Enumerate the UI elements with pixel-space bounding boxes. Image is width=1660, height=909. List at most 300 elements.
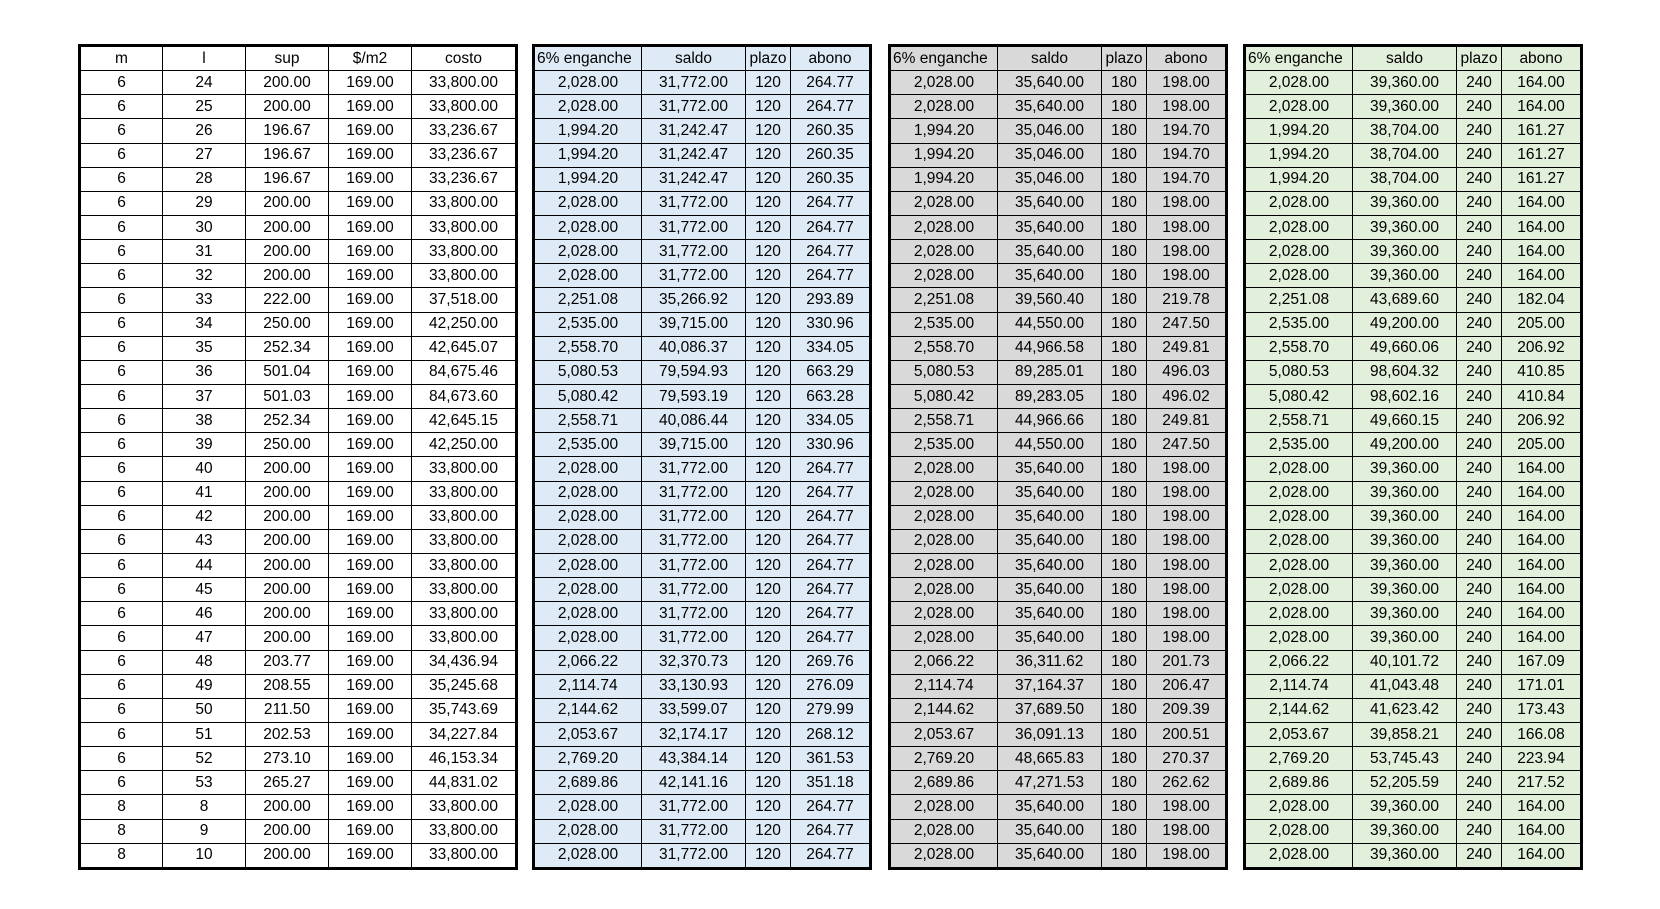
cell-enganche: 1,994.20 (890, 167, 998, 191)
table-row (1245, 747, 1582, 771)
table-row (534, 722, 871, 746)
cell-enganche: 5,080.53 (890, 360, 998, 384)
cell-enganche: 1,994.20 (534, 119, 642, 143)
table-row (534, 143, 871, 167)
cell-saldo: 40,086.37 (642, 336, 746, 360)
cell-enganche: 1,994.20 (890, 143, 998, 167)
cell-abono: 198.00 (1147, 578, 1227, 602)
cell-l: 26 (163, 119, 246, 143)
cell-sup: 200.00 (246, 578, 329, 602)
cell-abono: 330.96 (791, 433, 871, 457)
table-row (534, 215, 871, 239)
cell-saldo: 31,772.00 (642, 819, 746, 843)
cell-abono: 270.37 (1147, 747, 1227, 771)
cell-enganche: 2,066.22 (1245, 650, 1353, 674)
cell-saldo: 39,360.00 (1353, 191, 1457, 215)
cell-abono: 410.85 (1502, 360, 1582, 384)
cell-l: 29 (163, 191, 246, 215)
cell-costo: 33,800.00 (412, 819, 517, 843)
table-row (1245, 95, 1582, 119)
cell-sup: 200.00 (246, 602, 329, 626)
cell-abono: 200.51 (1147, 722, 1227, 746)
cell-costo: 33,800.00 (412, 626, 517, 650)
cell-abono: 264.77 (791, 264, 871, 288)
cell-costo: 33,800.00 (412, 95, 517, 119)
cell-costo: 33,800.00 (412, 215, 517, 239)
cell-abono: 264.77 (791, 95, 871, 119)
table-row (534, 264, 871, 288)
cell-saldo: 39,360.00 (1353, 215, 1457, 239)
cell-plazo: 120 (746, 795, 791, 819)
cell-saldo: 35,640.00 (998, 843, 1102, 868)
cell-saldo: 31,242.47 (642, 167, 746, 191)
table-row (1245, 819, 1582, 843)
table-row (890, 602, 1227, 626)
cell-m: 6 (80, 529, 163, 553)
cell-costo: 33,800.00 (412, 529, 517, 553)
cell-price-per-m2: 169.00 (329, 240, 412, 264)
cell-enganche: 2,028.00 (890, 529, 998, 553)
table-row (890, 95, 1227, 119)
table-row (1245, 481, 1582, 505)
cell-plazo: 180 (1102, 771, 1147, 795)
table-row (890, 191, 1227, 215)
cell-saldo: 35,640.00 (998, 602, 1102, 626)
cell-sup: 222.00 (246, 288, 329, 312)
cell-abono: 496.02 (1147, 384, 1227, 408)
cell-enganche: 2,028.00 (534, 529, 642, 553)
cell-saldo: 31,772.00 (642, 578, 746, 602)
cell-abono: 161.27 (1502, 167, 1582, 191)
cell-abono: 164.00 (1502, 602, 1582, 626)
cell-saldo: 39,360.00 (1353, 843, 1457, 868)
cell-enganche: 2,535.00 (890, 433, 998, 457)
cell-price-per-m2: 169.00 (329, 312, 412, 336)
table-row (534, 384, 871, 408)
cell-abono: 161.27 (1502, 119, 1582, 143)
cell-saldo: 31,772.00 (642, 602, 746, 626)
table-row (534, 71, 871, 95)
cell-enganche: 2,066.22 (534, 650, 642, 674)
cell-saldo: 35,640.00 (998, 578, 1102, 602)
cell-price-per-m2: 169.00 (329, 578, 412, 602)
header-m: m (80, 46, 163, 71)
cell-m: 6 (80, 143, 163, 167)
cell-saldo: 35,640.00 (998, 505, 1102, 529)
cell-enganche: 2,028.00 (1245, 529, 1353, 553)
cell-l: 52 (163, 747, 246, 771)
table-row (1245, 505, 1582, 529)
cell-plazo: 120 (746, 360, 791, 384)
lots-header-row (80, 46, 517, 71)
cell-price-per-m2: 169.00 (329, 819, 412, 843)
cell-enganche: 2,114.74 (534, 674, 642, 698)
cell-enganche: 2,144.62 (1245, 698, 1353, 722)
cell-saldo: 35,640.00 (998, 626, 1102, 650)
cell-price-per-m2: 169.00 (329, 360, 412, 384)
cell-saldo: 31,772.00 (642, 71, 746, 95)
cell-enganche: 2,053.67 (1245, 722, 1353, 746)
cell-price-per-m2: 169.00 (329, 843, 412, 868)
cell-costo: 84,675.46 (412, 360, 517, 384)
cell-saldo: 39,360.00 (1353, 505, 1457, 529)
cell-saldo: 40,101.72 (1353, 650, 1457, 674)
cell-plazo: 240 (1457, 553, 1502, 577)
cell-abono: 167.09 (1502, 650, 1582, 674)
cell-saldo: 39,360.00 (1353, 626, 1457, 650)
cell-enganche: 2,251.08 (534, 288, 642, 312)
cell-abono: 264.77 (791, 602, 871, 626)
table-row (1245, 360, 1582, 384)
table-row (80, 288, 517, 312)
table-row (890, 505, 1227, 529)
table-row (80, 795, 517, 819)
cell-saldo: 31,772.00 (642, 215, 746, 239)
cell-costo: 42,250.00 (412, 433, 517, 457)
cell-enganche: 2,028.00 (534, 191, 642, 215)
cell-costo: 33,236.67 (412, 119, 517, 143)
cell-abono: 206.47 (1147, 674, 1227, 698)
cell-saldo: 39,858.21 (1353, 722, 1457, 746)
table-row (534, 553, 871, 577)
cell-l: 35 (163, 336, 246, 360)
cell-abono: 161.27 (1502, 143, 1582, 167)
table-row (890, 336, 1227, 360)
cell-enganche: 2,558.71 (1245, 409, 1353, 433)
cell-saldo: 39,715.00 (642, 433, 746, 457)
table-row (534, 433, 871, 457)
table-row (80, 553, 517, 577)
cell-m: 6 (80, 288, 163, 312)
table-row (890, 843, 1227, 868)
cell-plazo: 180 (1102, 143, 1147, 167)
cell-sup: 211.50 (246, 698, 329, 722)
table-row (1245, 336, 1582, 360)
cell-costo: 42,250.00 (412, 312, 517, 336)
table-row (534, 191, 871, 215)
cell-abono: 247.50 (1147, 433, 1227, 457)
cell-plazo: 180 (1102, 71, 1147, 95)
cell-plazo: 120 (746, 722, 791, 746)
table-row (890, 215, 1227, 239)
table-row (80, 264, 517, 288)
cell-saldo: 44,966.66 (998, 409, 1102, 433)
cell-abono: 164.00 (1502, 553, 1582, 577)
table-row (80, 698, 517, 722)
cell-l: 30 (163, 215, 246, 239)
cell-plazo: 240 (1457, 602, 1502, 626)
cell-sup: 196.67 (246, 119, 329, 143)
cell-enganche: 2,535.00 (890, 312, 998, 336)
cell-abono: 264.77 (791, 457, 871, 481)
table-row (534, 578, 871, 602)
cell-plazo: 120 (746, 747, 791, 771)
cell-abono: 164.00 (1502, 457, 1582, 481)
cell-abono: 205.00 (1502, 433, 1582, 457)
cell-enganche: 2,028.00 (890, 215, 998, 239)
cell-enganche: 2,535.00 (534, 312, 642, 336)
cell-abono: 173.43 (1502, 698, 1582, 722)
cell-plazo: 240 (1457, 384, 1502, 408)
cell-m: 6 (80, 384, 163, 408)
cell-abono: 264.77 (791, 578, 871, 602)
table-row (890, 457, 1227, 481)
table-row (890, 360, 1227, 384)
cell-saldo: 31,772.00 (642, 191, 746, 215)
cell-enganche: 2,144.62 (534, 698, 642, 722)
cell-abono: 166.08 (1502, 722, 1582, 746)
cell-m: 6 (80, 747, 163, 771)
table-row (890, 529, 1227, 553)
cell-abono: 264.77 (791, 795, 871, 819)
cell-enganche: 2,028.00 (1245, 95, 1353, 119)
cell-plazo: 240 (1457, 360, 1502, 384)
cell-saldo: 39,360.00 (1353, 95, 1457, 119)
table-row (890, 119, 1227, 143)
cell-price-per-m2: 169.00 (329, 119, 412, 143)
cell-saldo: 53,745.43 (1353, 747, 1457, 771)
cell-l: 33 (163, 288, 246, 312)
cell-enganche: 5,080.42 (890, 384, 998, 408)
table-row (890, 264, 1227, 288)
cell-plazo: 240 (1457, 674, 1502, 698)
cell-saldo: 43,384.14 (642, 747, 746, 771)
cell-plazo: 120 (746, 95, 791, 119)
cell-sup: 200.00 (246, 481, 329, 505)
cell-enganche: 2,558.70 (890, 336, 998, 360)
cell-price-per-m2: 169.00 (329, 481, 412, 505)
cell-enganche: 2,028.00 (1245, 578, 1353, 602)
cell-price-per-m2: 169.00 (329, 191, 412, 215)
cell-enganche: 2,689.86 (890, 771, 998, 795)
table-row (1245, 553, 1582, 577)
cell-sup: 200.00 (246, 264, 329, 288)
cell-enganche: 2,028.00 (1245, 843, 1353, 868)
cell-abono: 260.35 (791, 119, 871, 143)
cell-l: 31 (163, 240, 246, 264)
cell-abono: 223.94 (1502, 747, 1582, 771)
cell-enganche: 5,080.53 (1245, 360, 1353, 384)
cell-sup: 250.00 (246, 312, 329, 336)
cell-abono: 198.00 (1147, 95, 1227, 119)
cell-abono: 198.00 (1147, 481, 1227, 505)
cell-enganche: 2,028.00 (534, 505, 642, 529)
cell-enganche: 2,028.00 (534, 95, 642, 119)
table-row (80, 650, 517, 674)
table-row (1245, 167, 1582, 191)
cell-enganche: 2,028.00 (1245, 505, 1353, 529)
table-row (80, 529, 517, 553)
cell-price-per-m2: 169.00 (329, 795, 412, 819)
cell-enganche: 2,028.00 (890, 481, 998, 505)
cell-plazo: 180 (1102, 626, 1147, 650)
cell-enganche: 2,689.86 (1245, 771, 1353, 795)
cell-abono: 164.00 (1502, 240, 1582, 264)
table-row (534, 481, 871, 505)
cell-abono: 198.00 (1147, 819, 1227, 843)
cell-l: 45 (163, 578, 246, 602)
table-row (534, 602, 871, 626)
cell-costo: 84,673.60 (412, 384, 517, 408)
cell-l: 39 (163, 433, 246, 457)
table-row (890, 409, 1227, 433)
cell-plazo: 240 (1457, 505, 1502, 529)
cell-saldo: 35,640.00 (998, 191, 1102, 215)
cell-saldo: 49,660.15 (1353, 409, 1457, 433)
cell-sup: 250.00 (246, 433, 329, 457)
cell-plazo: 240 (1457, 288, 1502, 312)
header-plazo: plazo (1457, 46, 1502, 71)
cell-plazo: 180 (1102, 191, 1147, 215)
table-row (1245, 843, 1582, 868)
cell-enganche: 2,028.00 (1245, 553, 1353, 577)
table-row (534, 698, 871, 722)
cell-plazo: 120 (746, 215, 791, 239)
cell-enganche: 2,028.00 (1245, 602, 1353, 626)
cell-abono: 164.00 (1502, 95, 1582, 119)
cell-enganche: 2,558.70 (1245, 336, 1353, 360)
cell-abono: 198.00 (1147, 843, 1227, 868)
table-row (890, 722, 1227, 746)
table-row (80, 481, 517, 505)
cell-abono: 164.00 (1502, 578, 1582, 602)
table-row (1245, 529, 1582, 553)
cell-price-per-m2: 169.00 (329, 409, 412, 433)
cell-enganche: 2,028.00 (534, 553, 642, 577)
cell-costo: 33,800.00 (412, 191, 517, 215)
cell-enganche: 2,144.62 (890, 698, 998, 722)
cell-enganche: 2,028.00 (890, 602, 998, 626)
cell-enganche: 1,994.20 (1245, 143, 1353, 167)
cell-saldo: 35,640.00 (998, 481, 1102, 505)
table-row (1245, 722, 1582, 746)
cell-m: 6 (80, 264, 163, 288)
table-row (534, 288, 871, 312)
table-row (890, 819, 1227, 843)
table-row (80, 336, 517, 360)
cell-l: 42 (163, 505, 246, 529)
cell-costo: 33,800.00 (412, 264, 517, 288)
table-row (1245, 795, 1582, 819)
cell-saldo: 35,640.00 (998, 71, 1102, 95)
cell-saldo: 33,599.07 (642, 698, 746, 722)
cell-saldo: 35,640.00 (998, 95, 1102, 119)
cell-saldo: 35,640.00 (998, 553, 1102, 577)
cell-plazo: 180 (1102, 481, 1147, 505)
cell-l: 10 (163, 843, 246, 868)
cell-abono: 198.00 (1147, 191, 1227, 215)
cell-plazo: 240 (1457, 771, 1502, 795)
cell-saldo: 39,360.00 (1353, 578, 1457, 602)
header-enganche: 6% enganche (1245, 46, 1353, 71)
cell-costo: 46,153.34 (412, 747, 517, 771)
cell-plazo: 240 (1457, 240, 1502, 264)
cell-plazo: 240 (1457, 409, 1502, 433)
cell-price-per-m2: 169.00 (329, 529, 412, 553)
cell-enganche: 1,994.20 (1245, 167, 1353, 191)
cell-saldo: 37,164.37 (998, 674, 1102, 698)
cell-abono: 269.76 (791, 650, 871, 674)
table-row (1245, 191, 1582, 215)
cell-l: 46 (163, 602, 246, 626)
cell-price-per-m2: 169.00 (329, 771, 412, 795)
cell-plazo: 120 (746, 264, 791, 288)
cell-plazo: 240 (1457, 457, 1502, 481)
cell-costo: 34,436.94 (412, 650, 517, 674)
cell-saldo: 37,689.50 (998, 698, 1102, 722)
cell-sup: 501.03 (246, 384, 329, 408)
cell-plazo: 180 (1102, 264, 1147, 288)
cell-abono: 264.77 (791, 553, 871, 577)
cell-abono: 268.12 (791, 722, 871, 746)
cell-saldo: 44,966.58 (998, 336, 1102, 360)
table-row (80, 722, 517, 746)
cell-sup: 200.00 (246, 505, 329, 529)
cell-l: 51 (163, 722, 246, 746)
cell-plazo: 120 (746, 240, 791, 264)
cell-abono: 264.77 (791, 71, 871, 95)
cell-enganche: 2,028.00 (1245, 191, 1353, 215)
plan-240-body (1245, 71, 1582, 869)
table-row (80, 457, 517, 481)
cell-plazo: 240 (1457, 336, 1502, 360)
cell-saldo: 38,704.00 (1353, 143, 1457, 167)
cell-abono: 194.70 (1147, 167, 1227, 191)
cell-plazo: 180 (1102, 650, 1147, 674)
cell-l: 36 (163, 360, 246, 384)
cell-enganche: 5,080.53 (534, 360, 642, 384)
table-row (890, 747, 1227, 771)
table-row (80, 771, 517, 795)
header-saldo: saldo (998, 46, 1102, 71)
cell-abono: 217.52 (1502, 771, 1582, 795)
table-row (1245, 71, 1582, 95)
cell-sup: 200.00 (246, 795, 329, 819)
cell-plazo: 120 (746, 167, 791, 191)
header-l: l (163, 46, 246, 71)
table-row (534, 336, 871, 360)
cell-sup: 200.00 (246, 457, 329, 481)
table-row (534, 747, 871, 771)
cell-plazo: 180 (1102, 240, 1147, 264)
cell-abono: 201.73 (1147, 650, 1227, 674)
table-row (890, 650, 1227, 674)
cell-m: 6 (80, 215, 163, 239)
cell-m: 6 (80, 409, 163, 433)
cell-saldo: 35,266.92 (642, 288, 746, 312)
cell-costo: 35,743.69 (412, 698, 517, 722)
cell-costo: 33,800.00 (412, 71, 517, 95)
table-row (890, 553, 1227, 577)
cell-saldo: 41,623.42 (1353, 698, 1457, 722)
table-row (890, 674, 1227, 698)
cell-costo: 33,800.00 (412, 481, 517, 505)
cell-l: 37 (163, 384, 246, 408)
cell-saldo: 35,640.00 (998, 529, 1102, 553)
cell-abono: 164.00 (1502, 191, 1582, 215)
table-row (80, 360, 517, 384)
cell-price-per-m2: 169.00 (329, 215, 412, 239)
table-row (890, 240, 1227, 264)
cell-price-per-m2: 169.00 (329, 336, 412, 360)
cell-abono: 247.50 (1147, 312, 1227, 336)
table-row (890, 626, 1227, 650)
cell-costo: 33,800.00 (412, 843, 517, 868)
cell-sup: 208.55 (246, 674, 329, 698)
cell-l: 8 (163, 795, 246, 819)
cell-price-per-m2: 169.00 (329, 626, 412, 650)
cell-abono: 198.00 (1147, 457, 1227, 481)
